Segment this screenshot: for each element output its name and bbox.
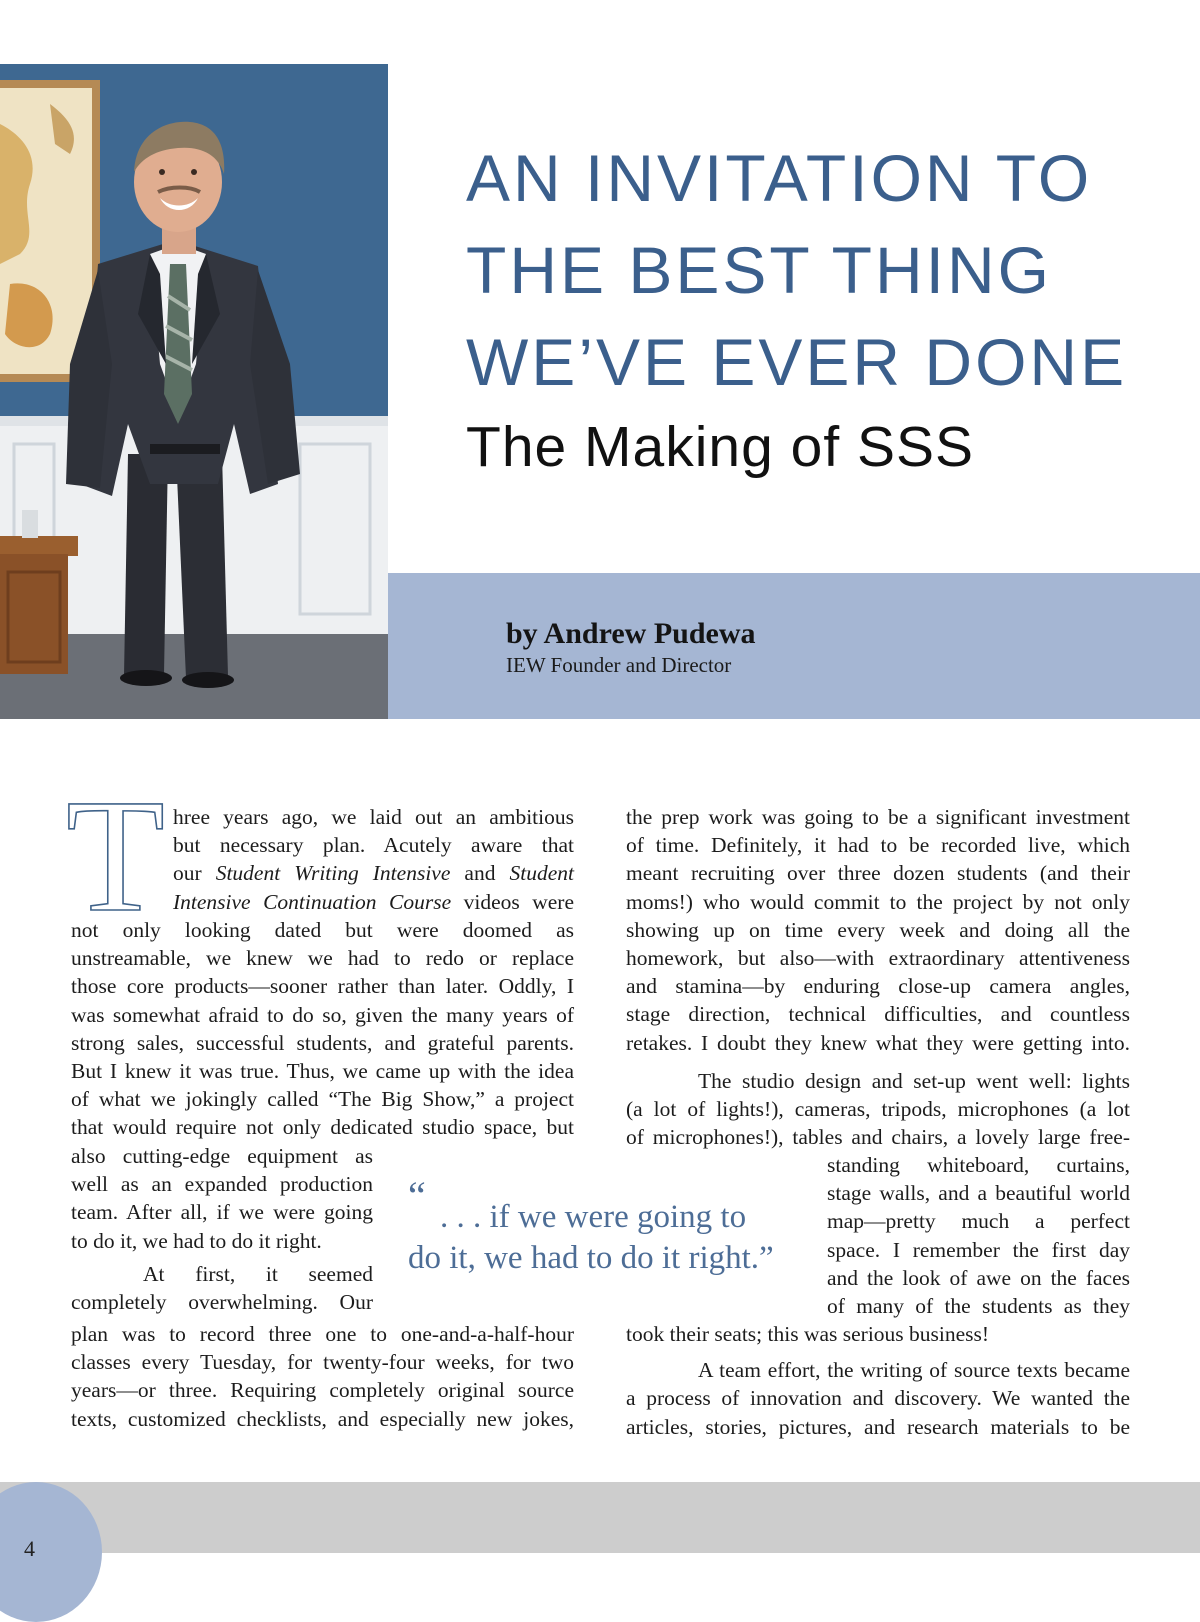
subtitle: The Making of SSS <box>466 415 975 479</box>
column-1-narrow <box>71 1142 373 1316</box>
column-2-top <box>626 803 1130 1057</box>
text-line: and the look of awe on the faces <box>827 1265 1130 1290</box>
text-line: of time. Definitely, it had to be recorded live, which <box>626 833 1130 858</box>
course-title: Intensive Continuation Course <box>173 889 452 914</box>
text-line: The studio design and set-up went well: lights <box>698 1069 1130 1093</box>
text-line: of many of the students as they <box>827 1294 1130 1319</box>
text-line: strong sales, successful students, and grateful parents. <box>71 1030 574 1055</box>
text-line: homework, but also—with extraordinary attentiveness <box>626 946 1130 971</box>
headline <box>466 132 1186 480</box>
column-1-full <box>71 916 574 1142</box>
text-line: standing whiteboard, curtains, <box>827 1153 1130 1177</box>
byline-band <box>388 573 1200 719</box>
text-line: stage walls, and a beautiful world <box>827 1181 1130 1206</box>
text-line: not only looking dated but were doomed as <box>71 918 574 942</box>
text-line: classes every Tuesday, for twenty-four weeks, for two <box>71 1350 574 1375</box>
course-title: Student <box>509 861 574 886</box>
author-photo <box>0 64 388 719</box>
text-line: moms!) who would commit to the project by not only <box>626 889 1130 914</box>
text-line: years—or three. Requiring completely original source <box>71 1378 574 1403</box>
text-line: At first, it seemed <box>143 1261 373 1286</box>
text-line: meant recruiting over three dozen students (and their <box>626 861 1130 886</box>
text-line: stage direction, technical difficulties, and countless <box>626 1002 1130 1027</box>
text-line: retakes. I doubt they knew what they were getting into. <box>626 1030 1130 1055</box>
text-line: plan was to record three one to one-and-a-half-hour <box>71 1322 574 1346</box>
text-line: map—pretty much a perfect <box>827 1209 1130 1234</box>
drop-cap: T <box>66 767 165 946</box>
footer-bar <box>0 1482 1200 1553</box>
text-line: and stamina—by enduring close-up camera angles, <box>626 974 1130 999</box>
text-line: team. After all, if we were going <box>71 1200 373 1225</box>
text-line: But I knew it was true. Thus, we came up with the idea <box>71 1059 574 1084</box>
text-line: unstreamable, we knew we had to redo or replace <box>71 946 574 971</box>
text-line: well as an expanded production <box>71 1172 373 1197</box>
text-run: videos were <box>451 889 575 914</box>
text-run: and <box>450 861 510 886</box>
text-line: that would require not only dedicated studio space, but <box>71 1115 574 1140</box>
title-line: AN INVITATION TO <box>466 141 1093 215</box>
text-line: but necessary plan. Acutely aware that <box>173 833 574 858</box>
text-line: hree years ago, we laid out an ambitious <box>173 805 574 829</box>
column-2-bottom <box>626 1320 1130 1441</box>
text-line: (a lot of lights!), cameras, tripods, microphones (a lot <box>626 1097 1130 1122</box>
column-1-bottom <box>71 1320 574 1433</box>
text-line: A team effort, the writing of source texts became <box>698 1358 1130 1383</box>
text-line: was somewhat afraid to do so, given the many years of <box>71 1002 574 1027</box>
quote-mark-icon: “ <box>408 1173 426 1218</box>
text-line: a process of innovation and discovery. We wanted the <box>626 1386 1130 1411</box>
text-line: to do it, we had to do it right. <box>71 1228 322 1253</box>
text-line: showing up on time every week and doing all the <box>626 917 1130 942</box>
page-number: 4 <box>24 1536 35 1561</box>
column-2-narrow <box>827 1151 1130 1320</box>
column-2-mid <box>626 1067 1130 1152</box>
text-line: texts, customized checklists, and especially new jokes, <box>71 1406 574 1431</box>
author-role: IEW Founder and Director <box>506 653 732 677</box>
course-title: Student Writing Intensive <box>215 861 451 886</box>
pull-quote-line: . . . if we were going to <box>440 1199 747 1235</box>
pull-quote-line: do it, we had to do it right.” <box>408 1240 774 1276</box>
text-run: our <box>173 861 216 886</box>
text-line: articles, stories, pictures, and research materials to be <box>626 1414 1130 1439</box>
text-line: those core products—sooner rather than later. Oddly, I <box>71 974 574 999</box>
text-line: completely overwhelming. Our <box>71 1290 373 1315</box>
text-line: took their seats; this was serious business! <box>626 1322 990 1346</box>
man-in-suit-icon <box>0 64 388 719</box>
text-line: also cutting-edge equipment as <box>71 1144 373 1168</box>
column-1-top <box>173 803 574 916</box>
author-name: by Andrew Pudewa <box>506 617 756 650</box>
text-line: of what we jokingly called “The Big Show,” a project <box>71 1087 574 1112</box>
title-line: WE’VE EVER DONE <box>466 325 1128 399</box>
title-line: THE BEST THING <box>466 233 1052 307</box>
text-line: space. I remember the first day <box>827 1237 1130 1262</box>
text-line <box>173 888 574 916</box>
text-line <box>173 859 574 887</box>
text-line: of microphones!), tables and chairs, a lovely large free- <box>626 1125 1130 1150</box>
text-line: the prep work was going to be a significant investment <box>626 805 1130 829</box>
